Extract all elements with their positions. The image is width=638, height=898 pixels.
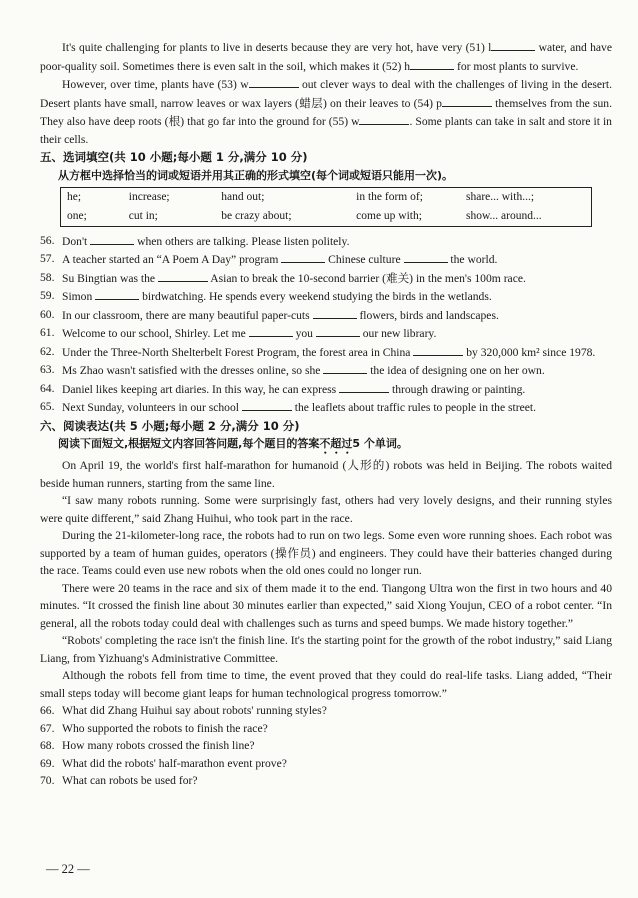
answer-blank[interactable] [249, 324, 293, 337]
question-text: the leaflets about traffic rules to people in the street. [291, 401, 537, 414]
question-text: Welcome to our school, Shirley. Let me [62, 327, 249, 340]
question-text: Simon [62, 290, 96, 303]
instruction-text: 阅读下面短文,根据短文内容回答问题,每个题目的答案 [58, 437, 320, 450]
question-66 [40, 702, 612, 720]
question-68 [40, 737, 612, 755]
word-bank-item: come up with; [356, 209, 422, 222]
question-text: What did the robots' half-marathon event prove? [62, 756, 287, 770]
page-number: — 22 — [46, 862, 90, 876]
answer-blank[interactable] [158, 269, 208, 282]
question-text: Don't [62, 234, 91, 248]
question-text: Su Bingtian was the [62, 271, 158, 285]
passage-text: out clever ways to deal with the challenges of living in the desert. Desert plants have small, narrow leaves or wax layers (蜡层) on their leaves to [40, 78, 612, 110]
question-61 [40, 324, 612, 343]
question-number: 65. [40, 400, 55, 413]
answer-blank-54[interactable] [442, 94, 492, 107]
word-bank-item: in the form of; [356, 190, 423, 203]
passage-text: for most plants to survive. [454, 59, 579, 73]
question-text: What did Zhang Huihui say about robots' running styles? [62, 704, 327, 717]
question-58 [40, 269, 612, 288]
answer-blank[interactable] [413, 343, 463, 356]
question-text: you [292, 327, 316, 340]
passage-text: . Some plants can take in salt and store it in their cells. [40, 115, 612, 146]
instruction-text: 5 个单词。 [352, 437, 408, 450]
answer-blank[interactable] [404, 250, 448, 263]
question-text: Under the Three-North Shelterbelt Forest Program, the forest area in China [62, 345, 414, 359]
question-62 [40, 343, 612, 362]
answer-blank[interactable] [281, 250, 325, 263]
answer-blank[interactable] [95, 287, 139, 300]
passage-text: It's quite challenging for plants to live in deserts because they are very hot, have very (51) [62, 41, 485, 54]
question-text: Ms Zhao wasn't satisfied with the dresses online, so she [62, 364, 324, 377]
word-bank-row [61, 188, 591, 207]
question-text: How many robots crossed the finish line? [62, 739, 255, 752]
passage-text: (52) h [382, 59, 411, 73]
word-bank-box [60, 187, 592, 227]
section-5-title: 五、选词填空(共 10 小题;每小题 1 分,满分 10 分) [40, 150, 308, 164]
question-text: Who supported the robots to finish the race? [62, 721, 268, 735]
reading-paragraph: Although the robots fell from time to time, the event proved that they could do real-life tasks. Liang added, “Their small steps today will become giant leaps for human technological progress tomorrow.” [40, 669, 612, 700]
question-59 [40, 287, 612, 306]
page-content [40, 38, 612, 790]
question-text: In our classroom, there are many beautiful paper-cuts [62, 308, 313, 322]
question-text: Next Sunday, volunteers in our school [62, 401, 242, 414]
question-57 [40, 250, 612, 269]
question-text: when others are talking. Please listen politely. [134, 234, 350, 248]
reading-paragraph: During the 21-kilometer-long race, the robots had to run on two legs. Some even wore running shoes. Each robot was supported by a team of human guides, operators (操作员) and engineers. They could have their batteries changed during the race. Teams could even use new robots when the old ones could no longer run. [40, 529, 612, 577]
question-text: flowers, birds and landscapes. [356, 308, 499, 322]
question-number: 70. [40, 774, 55, 787]
word-bank-item: share... with...; [465, 190, 535, 203]
question-number: 56. [40, 233, 55, 247]
answer-blank[interactable] [323, 361, 367, 374]
answer-blank-52[interactable] [410, 57, 454, 70]
word-bank-item: one; [67, 209, 87, 222]
question-text: What can robots be used for? [62, 774, 198, 787]
question-number: 59. [40, 289, 55, 302]
answer-blank[interactable] [90, 232, 134, 245]
question-text: through drawing or painting. [389, 382, 526, 396]
passage-paragraph-1 [40, 38, 612, 75]
passage-text: for (55) w [312, 115, 360, 128]
word-bank-item: be crazy about; [221, 209, 292, 222]
word-bank-item: show... around... [465, 209, 542, 222]
answer-blank[interactable] [313, 306, 357, 319]
question-67 [40, 720, 612, 738]
answer-blank-53[interactable] [249, 75, 299, 88]
question-70 [40, 772, 612, 790]
question-69 [40, 755, 612, 773]
question-text: Chinese culture [325, 253, 404, 266]
question-text: by 320,000 km² since 1978. [463, 345, 596, 359]
question-64 [40, 380, 612, 399]
reading-paragraph: There were 20 teams in the race and six of them made it to the end. Tiangong Ultra won the first in two hours and 40 minutes. “It crossed the finish line about 30 minutes earlier than expected,” said Xiong Youjun, CEO of a robot center. “In general, all the robots today could deal with challenges such as turns and speed bumps. We made history together.” [40, 581, 612, 630]
question-number: 64. [40, 381, 55, 395]
word-bank-row [61, 207, 591, 226]
instruction-emphasis: 不超过 [319, 437, 353, 450]
answer-blank[interactable] [242, 398, 292, 411]
question-56 [40, 232, 612, 251]
passage-text: (54) p [413, 96, 442, 110]
question-63 [40, 361, 612, 380]
passage-text: themselves from the sun. They also have deep roots (根) that go far into the ground [40, 96, 612, 128]
question-number: 69. [40, 756, 55, 770]
question-number: 66. [40, 704, 55, 717]
question-text: the idea of designing one on her own. [367, 364, 545, 377]
question-number: 58. [40, 270, 55, 284]
question-text: A teacher started an “A Poem A Day” program [62, 253, 282, 266]
answer-blank[interactable] [339, 380, 389, 393]
word-bank-item: hand out; [221, 190, 265, 203]
reading-paragraph: “I saw many robots running. Some were surprisingly fast, others had very lovely designs, and their running styles were quite different,” said Zhang Huihui, who took part in the race. [40, 494, 612, 525]
question-number: 68. [40, 739, 55, 752]
answer-blank-51[interactable] [491, 38, 535, 51]
word-bank-item: he; [67, 190, 82, 203]
question-text: the world. [447, 253, 498, 266]
word-bank-item: cut in; [128, 209, 158, 222]
question-text: Asian to break the 10-second barrier (难关) in the men's 100m race. [207, 271, 526, 285]
question-number: 57. [40, 252, 55, 265]
section-6-title: 六、阅读表达(共 5 小题;每小题 2 分,满分 10 分) [40, 418, 300, 433]
answer-blank[interactable] [316, 324, 360, 337]
section-6-instruction [40, 435, 612, 457]
question-65 [40, 398, 612, 417]
section-5-instruction: 从方框中选择恰当的词或短语并用其正确的形式填空(每个词或短语只能用一次)。 [58, 168, 454, 182]
passage-paragraph-2 [40, 75, 612, 148]
question-number: 63. [40, 363, 55, 376]
question-number: 67. [40, 721, 55, 735]
question-number: 62. [40, 344, 55, 358]
question-text: our new library. [359, 327, 437, 340]
passage-text: water, and have poor-quality soil. Sometimes there is even salt in the soil, which makes it [40, 41, 612, 73]
passage-text: l [488, 41, 492, 54]
question-60 [40, 306, 612, 325]
question-text: Daniel likes keeping art diaries. In this way, he can express [62, 382, 340, 396]
question-number: 60. [40, 307, 55, 321]
passage-text: However, over time, plants have (53) w [62, 78, 249, 91]
question-number: 61. [40, 326, 55, 339]
reading-paragraph: “Robots' completing the race isn't the finish line. It's the starting point for the growth of the robot industry,” said Liang Liang, from Yizhuang's Administrative Committee. [40, 634, 612, 665]
word-bank-item: increase; [128, 190, 170, 203]
reading-paragraph: On April 19, the world's first half-marathon for humanoid (人形的) robots was held in Beijing. The robots waited beside human runners, starting from the same line. [40, 459, 612, 490]
answer-blank-55[interactable] [359, 112, 409, 125]
question-text: birdwatching. He spends every weekend studying the birds in the wetlands. [139, 290, 492, 303]
